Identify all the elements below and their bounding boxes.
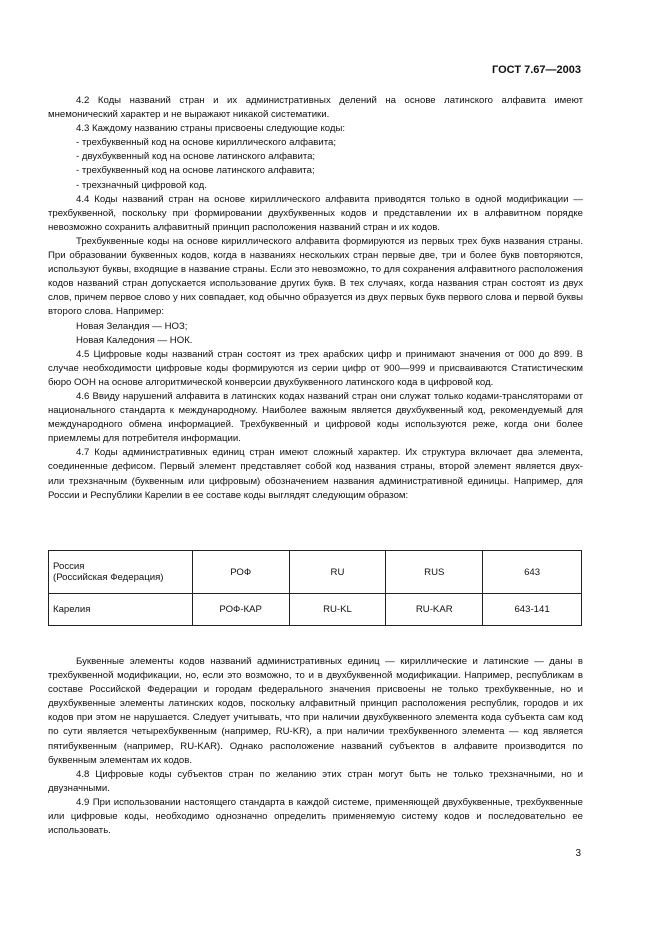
codes-table — [48, 550, 582, 626]
list-item: - трехзначный цифровой код. — [76, 179, 207, 191]
table-cell-latin2-code: RU-KL — [289, 594, 386, 626]
table-cell-latin3-code: RU-KAR — [386, 594, 483, 626]
list-item: - трехбуквенный код на основе латинского алфавита; — [76, 165, 315, 177]
paragraph-4-8: 4.8 Цифровые коды субъектов стран по желанию этих стран могут быть не только трехзначными, но и двузначными. — [48, 768, 583, 794]
page-number: 3 — [575, 848, 581, 859]
table-cell-latin2-code: RU — [289, 551, 386, 594]
paragraph-4-5: 4.5 Цифровые коды названий стран состоят из трех арабских цифр и принимают значения от 000 до 899. В случае необходимости цифровые коды формируются из серии цифр от 900—999 и присваиваются Статистическим бюро ООН на основе алгоритмической конверсии двухбуквенного латинского кода в цифровой код. — [48, 348, 583, 388]
table-cell-numeric-code: 643 — [483, 551, 582, 594]
region-name: Карелия — [53, 604, 91, 615]
country-name: Россия — [53, 561, 85, 572]
paragraph-4-3: 4.3 Каждому названию страны присвоены следующие коды: — [76, 123, 346, 135]
table-cell-numeric-code: 643-141 — [483, 594, 582, 626]
table-cell-cyrillic-code: РОФ — [192, 551, 289, 594]
table-cell-cyrillic-code: РОФ-КАР — [192, 594, 289, 626]
paragraph-4-7: 4.7 Коды административных единиц стран имеют сложный характер. Их структура включает два элемента, соединенные дефисом. Первый элемент представляет собой код названия страны, второй элемент является двух- или трехзначным (буквенным или цифровым) обозначением названия административной единицы. Например, для России и Республики Карелии в ее составе коды выглядят следующим образом: — [48, 447, 583, 501]
list-item: - двухбуквенный код на основе латинского алфавита; — [76, 151, 316, 163]
example-new-zealand: Новая Зеландия — НОЗ; — [76, 320, 188, 332]
country-full-name: (Российская Федерация) — [53, 572, 164, 583]
paragraph-4-6: 4.6 Ввиду нарушений алфавита в латинских кодах названий стран они служат только кодами-трансляторами от национального стандарта к международному. Наиболее важным является двухбуквенный код, рекомендуемый для международного обмена информацией. Трехбуквенный и цифровой коды используются реже, когда они более приемлемы для потребителя информации. — [48, 390, 583, 445]
table-cell-latin3-code: RUS — [386, 551, 483, 594]
list-item: - трехбуквенный код на основе кириллического алфавита; — [76, 137, 337, 149]
document-header: ГОСТ 7.67—2003 — [492, 64, 581, 76]
table-cell-name — [49, 551, 193, 594]
table-row — [49, 551, 582, 594]
table-cell-name — [49, 594, 193, 626]
example-new-caledonia: Новая Каледония — НОК. — [76, 334, 193, 346]
paragraph-letter-elements: Буквенные элементы кодов названий административных единиц — кириллические и латинские — даны в трехбуквенной модификации, но, если это возможно, то и в двухбуквенной модификации. Например, республикам в составе Российской Федерации и городам федерального значения присвоены не только трехбуквенные, но и двухбуквенные элементы латинских кодов, поскольку алфавитный принцип расположения республик, городов и их кодов при этом не нарушается. Следует учитывать, что при наличии двухбуквенного элемента кода субъекта сам код по сути является четырехбуквенным (например, RU-KR), а при наличии трехбуквенного элемента — код является пятибуквенным (например, RU-KAR). Однако расположение названий субъектов в алфавите производится по буквенным элементам их кодов. — [48, 656, 583, 766]
paragraph-cyrillic-codes: Трехбуквенные коды на основе кириллического алфавита формируются из первых трех букв названия страны. При образовании буквенных кодов, когда в названиях нескольких стран первые две, три и более букв повторяются, используют буквы, входящие в название страны. Если это невозможно, то для сохранения алфавитного расположения кодов названий стран допускается использование других букв. В тех случаях, когда названия стран состоят из двух слов, причем первое слово у них совпадает, код обычно образуется из двух первых букв первого слова и первой буквы второго слова. Например: — [48, 235, 583, 318]
table-row — [49, 594, 582, 626]
body-text-bottom — [48, 655, 583, 838]
paragraph-4-2: 4.2 Коды названий стран и их административных делений на основе латинского алфавита имеют мнемонический характер и не выражают никакой систематики. — [48, 95, 583, 121]
paragraph-4-9: 4.9 При использовании настоящего стандарта в каждой системе, применяющей двухбуквенные, трехбуквенные или цифровые коды, необходимо однозначно определить применяемую систему кодов и последовательно ее использовать. — [48, 796, 583, 837]
body-text-top — [48, 94, 583, 503]
paragraph-4-4: 4.4 Коды названий стран на основе кириллического алфавита приводятся только в одной модификации — трехбуквенной, поскольку при формировании двухбуквенных кодов и представлении их в алфавитном порядке невозможно сохранить алфавитный принцип расположения названий стран и их кодов. — [48, 193, 583, 233]
